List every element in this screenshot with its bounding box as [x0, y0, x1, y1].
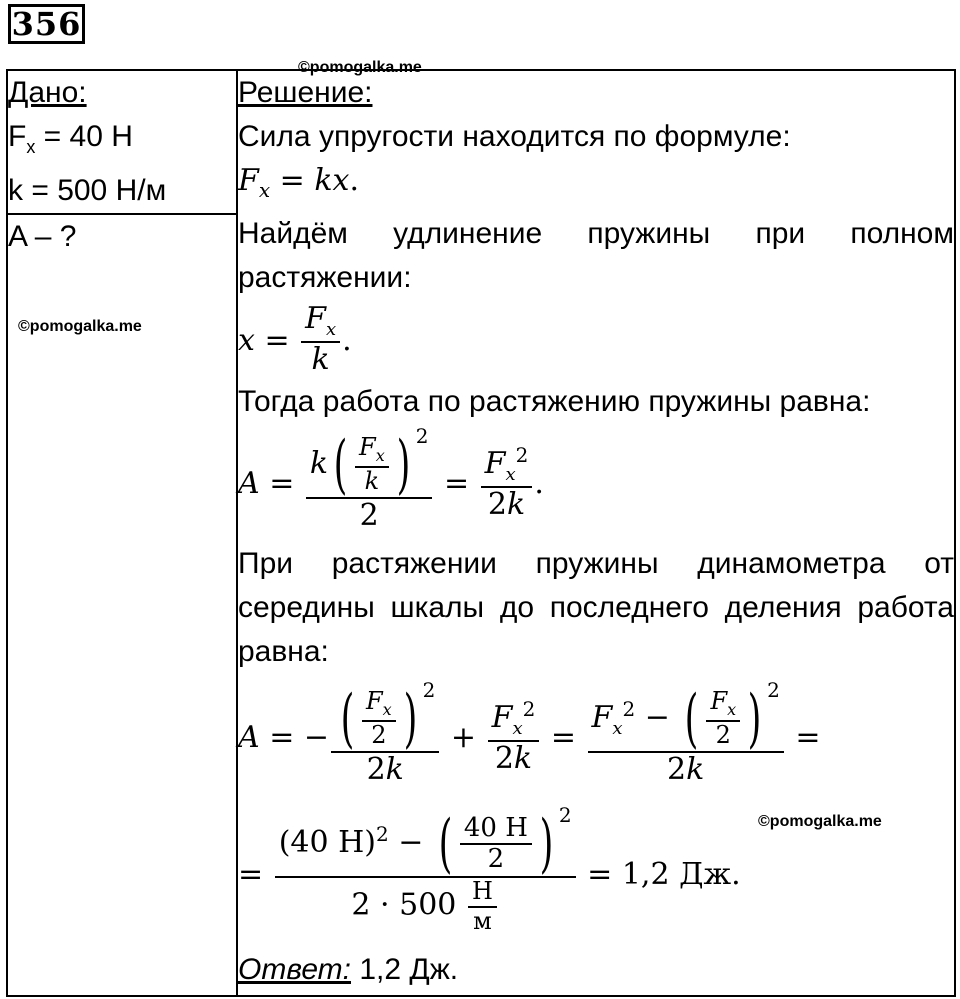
- solution-title: Решение:: [238, 76, 373, 109]
- solution-cell: [237, 70, 955, 996]
- given-title: Дано:: [8, 76, 87, 109]
- find-cell: [7, 214, 237, 996]
- formula-x: x = $\frac{F_x}{k}$ .: [238, 301, 352, 378]
- formula-work-full: A = k ( $\frac{F_x}{k}$ ) $^2$ 2 = $\frac{F_x^2}{2k}$ .: [238, 423, 544, 533]
- formula-numeric: = (40 Н)$^2$ − ( $\frac{40 Н}{2}$ ) $^2$ 2 · 500 $\frac{Н}{м}$ = 1,2 Дж.: [238, 803, 741, 935]
- formula-work-half: A = − ( $\frac{F_x}{2}$ ) $^2$ 2k + $\frac{F_x^2}{2k}$ = $F_x^2$ − ( $\frac{F_x}{2}$ ) $^2$ 2k =: [238, 677, 821, 787]
- given-force: $F_x = 40$ Н: [8, 120, 133, 157]
- given-cell: [7, 70, 237, 214]
- solution-table: [6, 69, 956, 997]
- watermark-top: ©pomogalka.me: [298, 59, 422, 76]
- find-label: A – ?: [8, 220, 77, 253]
- formula-hooke: $F_x$ = kx.: [238, 163, 359, 202]
- solution-text-2: Найдём удлинение пружины при полном растяжении:: [238, 217, 954, 294]
- given-stiffness: k = 500 Н/м: [8, 174, 167, 207]
- solution-text-3: Тогда работа по растяжению пружины равна:: [238, 385, 871, 418]
- watermark-right: ©pomogalka.me: [758, 813, 882, 830]
- solution-text-1: Сила упругости находится по формуле:: [238, 120, 791, 153]
- solution-text-4: При растяжении пружины динамометра от середины шкалы до последнего деления работа равна:: [238, 547, 954, 668]
- watermark-left: ©pomogalka.me: [18, 318, 142, 335]
- problem-number: 356: [8, 4, 85, 44]
- answer-line: Ответ: 1,2 Дж.: [238, 953, 459, 986]
